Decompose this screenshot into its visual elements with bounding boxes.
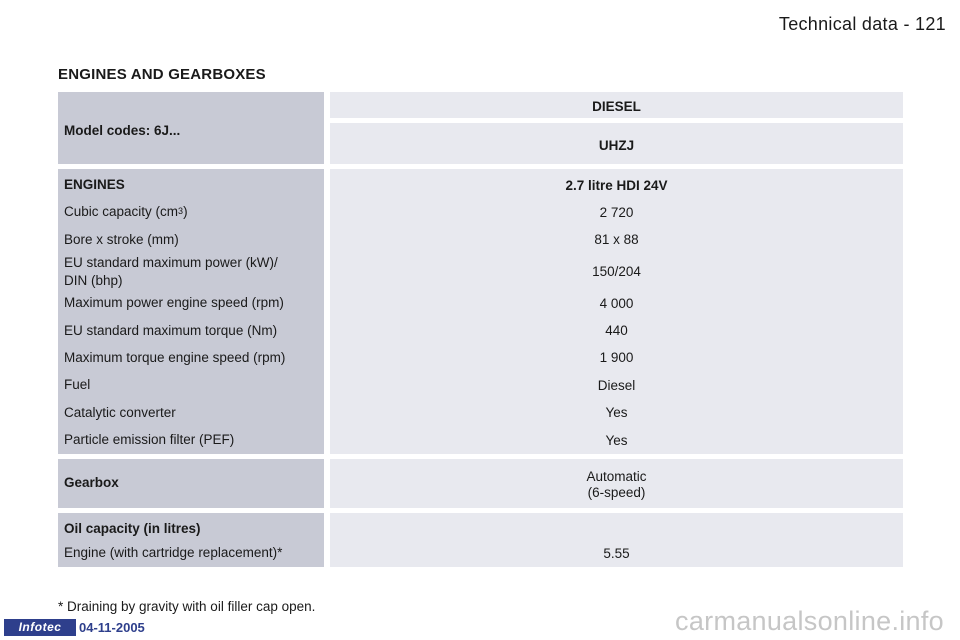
- spec-value-max-power: 150/204: [592, 264, 641, 279]
- spec-label-text: Cubic capacity (cm: [64, 204, 179, 219]
- spec-label-bore-stroke: Bore x stroke (mm): [64, 232, 179, 247]
- model-codes-label: Model codes: 6J...: [64, 123, 181, 138]
- superscript: 3: [178, 206, 184, 216]
- spec-label-catalytic: Catalytic converter: [64, 405, 176, 420]
- spec-value-power-speed: 4 000: [599, 296, 634, 311]
- infotec-logo: Infotec: [4, 619, 76, 636]
- spec-label-cubic-capacity: [64, 203, 188, 221]
- oil-capacity-value: 5.55: [603, 546, 630, 561]
- spec-label-fuel: Fuel: [64, 377, 91, 392]
- engines-heading: ENGINES: [64, 177, 125, 192]
- gearbox-label: Gearbox: [64, 475, 119, 490]
- oil-capacity-block: [58, 513, 903, 567]
- page-header-title: Technical data - 121: [778, 14, 946, 34]
- model-codes-block: [58, 92, 903, 164]
- gearbox-value-line: Automatic: [586, 469, 647, 484]
- engine-name: 2.7 litre HDI 24V: [565, 178, 668, 193]
- spec-value-max-torque: 440: [605, 323, 628, 338]
- gearbox-value: [330, 469, 903, 501]
- spec-label-pef: Particle emission filter (PEF): [64, 432, 235, 447]
- model-code-value: UHZJ: [598, 138, 635, 153]
- spec-label-suffix: ): [183, 204, 188, 219]
- spec-value-fuel: Diesel: [597, 378, 636, 393]
- spec-value-catalytic: Yes: [605, 405, 628, 420]
- fuel-type-header: DIESEL: [592, 99, 641, 114]
- spec-value-torque-speed: 1 900: [599, 350, 634, 365]
- spec-value-bore-stroke: 81 x 88: [594, 232, 639, 247]
- spec-label-line: EU standard maximum power (kW)/: [64, 255, 278, 270]
- engines-block: [58, 169, 903, 454]
- gearbox-value-line: (6-speed): [587, 485, 646, 500]
- spec-label-max-power: [64, 254, 278, 290]
- spec-label-line: DIN (bhp): [64, 273, 123, 288]
- spec-label-torque-speed: Maximum torque engine speed (rpm): [64, 350, 286, 365]
- spec-label-power-speed: Maximum power engine speed (rpm): [64, 295, 284, 310]
- watermark: carmanualsonline.info: [675, 606, 944, 636]
- print-date: 04-11-2005: [79, 620, 145, 635]
- gearbox-block: [58, 459, 903, 508]
- footnote: * Draining by gravity with oil filler cap open.: [58, 599, 316, 614]
- section-title: ENGINES AND GEARBOXES: [58, 66, 266, 83]
- spec-value-cubic-capacity: 2 720: [599, 205, 634, 220]
- row-separator: [330, 118, 903, 123]
- spec-value-pef: Yes: [605, 433, 628, 448]
- oil-capacity-label: Engine (with cartridge replacement)*: [64, 545, 283, 560]
- spec-label-max-torque: EU standard maximum torque (Nm): [64, 323, 278, 338]
- oil-capacity-heading: Oil capacity (in litres): [64, 521, 201, 536]
